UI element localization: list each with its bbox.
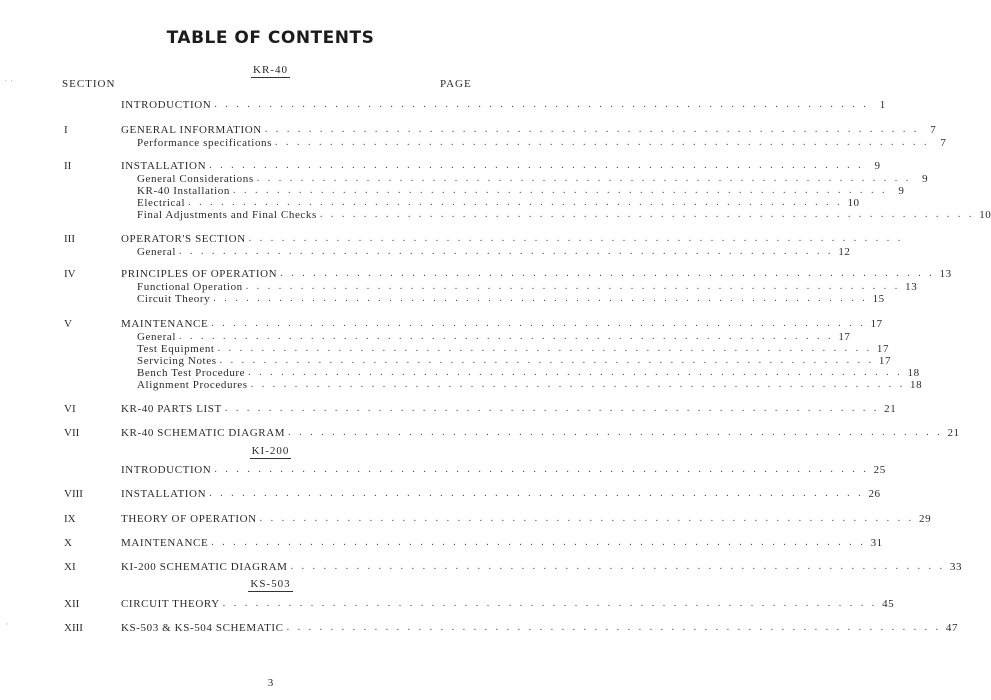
- dot-leader: . . . . . . . . . . . . . . . . . . . . . . . . . . . . . . . . . . . . . . . . . . . . . . . . . . . . . . . . . . . .: [222, 598, 878, 609]
- entry-page-number: 17: [838, 331, 851, 343]
- toc-subentry: [137, 197, 860, 209]
- page-number: 3: [267, 677, 274, 689]
- entry-title: THEORY OF OPERATION: [121, 513, 257, 525]
- scan-mark: ′: [6, 622, 9, 633]
- entry-page-number: 47: [945, 622, 959, 634]
- dot-leader: . . . . . . . . . . . . . . . . . . . . . . . . . . . . . . . . . . . . . . . . . . . . . . . . . . . . . . . . . . . .: [217, 343, 873, 354]
- dot-leader: . . . . . . . . . . . . . . . . . . . . . . . . . . . . . . . . . . . . . . . . . . . . . . . . . . . . . . . . . . . .: [209, 488, 864, 499]
- entry-page-number: 7: [930, 124, 937, 136]
- group-heading-label: KI-200: [251, 445, 290, 457]
- entry-page-number: 9: [898, 185, 905, 197]
- toc-entry: [121, 233, 904, 245]
- dot-leader: . . . . . . . . . . . . . . . . . . . . . . . . . . . . . . . . . . . . . . . . . . . . . . . . . . . . . . . . . . . .: [179, 246, 834, 257]
- dot-leader: . . . . . . . . . . . . . . . . . . . . . . . . . . . . . . . . . . . . . . . . . . . . . . . . . . . . . . . . . . . .: [209, 160, 864, 171]
- dot-leader: . . . . . . . . . . . . . . . . . . . . . . . . . . . . . . . . . . . . . . . . . . . . . . . . . . . . . . . . . . . .: [286, 622, 942, 633]
- entry-title: GENERAL INFORMATION: [121, 124, 262, 136]
- toc-subentry: [137, 367, 920, 379]
- dot-leader: . . . . . . . . . . . . . . . . . . . . . . . . . . . . . . . . . . . . . . . . . . . . . . . . . . . . . . . . . . . .: [288, 427, 943, 438]
- section-number: VI: [64, 403, 76, 415]
- entry-title: Performance specifications: [137, 137, 273, 149]
- section-number: III: [64, 233, 75, 245]
- section-number: VIII: [64, 488, 83, 500]
- entry-title: MAINTENANCE: [121, 537, 209, 549]
- entry-page-number: 9: [874, 160, 881, 172]
- entry-title: MAINTENANCE: [121, 318, 209, 330]
- group-heading-label: KR-40: [253, 64, 288, 76]
- dot-leader: . . . . . . . . . . . . . . . . . . . . . . . . . . . . . . . . . . . . . . . . . . . . . . . . . . . . . . . . . . . .: [248, 367, 903, 378]
- toc-entry: [121, 427, 960, 439]
- entry-page-number: 12: [838, 246, 851, 258]
- toc-entry: [121, 464, 886, 476]
- dot-leader: . . . . . . . . . . . . . . . . . . . . . . . . . . . . . . . . . . . . . . . . . . . . . . . . . . . . . . . . . . . .: [214, 464, 869, 475]
- group-heading: [0, 64, 541, 76]
- entry-page-number: 7: [940, 137, 947, 149]
- dot-leader: . . . . . . . . . . . . . . . . . . . . . . . . . . . . . . . . . . . . . . . . . . . . . . . . . . . . . . . . . . . .: [259, 513, 915, 524]
- entry-title: Circuit Theory: [137, 293, 211, 305]
- dot-leader: . . . . . . . . . . . . . . . . . . . . . . . . . . . . . . . . . . . . . . . . . . . . . . . . . . . . . . . . . . . .: [256, 173, 912, 184]
- entry-title: KI-200 SCHEMATIC DIAGRAM: [121, 561, 288, 573]
- toc-subentry: [137, 209, 991, 221]
- dot-leader: . . . . . . . . . . . . . . . . . . . . . . . . . . . . . . . . . . . . . . . . . . . . . . . . . . . . . . . . . . . .: [245, 281, 901, 292]
- toc-subentry: [137, 355, 892, 367]
- section-number: VII: [64, 427, 80, 439]
- entry-title: INTRODUCTION: [121, 464, 212, 476]
- section-number: IV: [64, 268, 76, 280]
- dot-leader: . . . . . . . . . . . . . . . . . . . . . . . . . . . . . . . . . . . . . . . . . . . . . . . . . . . . . . . . . . . .: [179, 331, 834, 342]
- entry-title: INSTALLATION: [121, 488, 207, 500]
- toc-entry: [121, 488, 881, 500]
- toc-subentry: [137, 246, 851, 258]
- entry-title: Bench Test Procedure: [137, 367, 246, 379]
- entry-title: Final Adjustments and Final Checks: [137, 209, 317, 221]
- entry-title: INSTALLATION: [121, 160, 207, 172]
- section-number: II: [64, 160, 72, 172]
- entry-page-number: 31: [870, 537, 883, 549]
- entry-page-number: 9: [922, 173, 929, 185]
- entry-title: Test Equipment: [137, 343, 215, 355]
- scan-mark: ⋅ ⋅: [4, 76, 14, 87]
- dot-leader: . . . . . . . . . . . . . . . . . . . . . . . . . . . . . . . . . . . . . . . . . . . . . . . . . . . . . . . . . . . .: [219, 355, 875, 366]
- entry-title: CIRCUIT THEORY: [121, 598, 220, 610]
- toc-subentry: [137, 281, 918, 293]
- group-heading-label: KS-503: [250, 578, 291, 590]
- toc-entry: [121, 268, 952, 280]
- toc-subentry: [137, 173, 929, 185]
- dot-leader: . . . . . . . . . . . . . . . . . . . . . . . . . . . . . . . . . . . . . . . . . . . . . . . . . . . . . . . . . . . .: [264, 124, 920, 135]
- entry-page-number: 17: [870, 318, 883, 330]
- entry-page-number: 15: [872, 293, 885, 305]
- toc-entry: [121, 318, 883, 330]
- section-column-header: SECTION: [62, 78, 116, 90]
- group-heading: [0, 445, 541, 457]
- entry-title: KS-503 & KS-504 SCHEMATIC: [121, 622, 284, 634]
- entry-page-number: 17: [876, 343, 890, 355]
- entry-title: General: [137, 331, 177, 343]
- entry-page-number: 33: [949, 561, 963, 573]
- entry-title: KR-40 PARTS LIST: [121, 403, 222, 415]
- dot-leader: . . . . . . . . . . . . . . . . . . . . . . . . . . . . . . . . . . . . . . . . . . . . . . . . . . . . . . . . . . . .: [224, 403, 880, 414]
- entry-page-number: 25: [873, 464, 886, 476]
- entry-page-number: 21: [947, 427, 960, 439]
- section-number: X: [64, 537, 72, 549]
- dot-leader: . . . . . . . . . . . . . . . . . . . . . . . . . . . . . . . . . . . . . . . . . . . . . . . . . . . . . . . . . . . .: [188, 197, 843, 208]
- dot-leader: . . . . . . . . . . . . . . . . . . . . . . . . . . . . . . . . . . . . . . . . . . . . . . . . . . . . . . . . . . . .: [250, 379, 906, 390]
- dot-leader: . . . . . . . . . . . . . . . . . . . . . . . . . . . . . . . . . . . . . . . . . . . . . . . . . . . . . . . . . . . .: [211, 537, 866, 548]
- toc-entry: [121, 598, 895, 610]
- toc-entry: [121, 124, 937, 136]
- entry-title: General: [137, 246, 177, 258]
- entry-page-number: 26: [868, 488, 881, 500]
- entry-title: OPERATOR'S SECTION: [121, 233, 246, 245]
- section-number: XIII: [64, 622, 83, 634]
- page-title: TABLE OF CONTENTS: [166, 28, 375, 48]
- toc-entry: [121, 99, 886, 111]
- entry-title: General Considerations: [137, 173, 254, 185]
- entry-title: KR-40 SCHEMATIC DIAGRAM: [121, 427, 286, 439]
- dot-leader: . . . . . . . . . . . . . . . . . . . . . . . . . . . . . . . . . . . . . . . . . . . . . . . . . . . . . . . . . . . .: [248, 233, 904, 244]
- dot-leader: . . . . . . . . . . . . . . . . . . . . . . . . . . . . . . . . . . . . . . . . . . . . . . . . . . . . . . . . . . . .: [232, 185, 888, 196]
- dot-leader: . . . . . . . . . . . . . . . . . . . . . . . . . . . . . . . . . . . . . . . . . . . . . . . . . . . . . . . . . . . .: [319, 209, 975, 220]
- dot-leader: . . . . . . . . . . . . . . . . . . . . . . . . . . . . . . . . . . . . . . . . . . . . . . . . . . . . . . . . . . . .: [211, 318, 866, 329]
- toc-entry: [121, 513, 932, 525]
- entry-page-number: 17: [878, 355, 892, 367]
- dot-leader: . . . . . . . . . . . . . . . . . . . . . . . . . . . . . . . . . . . . . . . . . . . . . . . . . . . . . . . . . . . .: [290, 561, 946, 572]
- toc-entry: [121, 160, 881, 172]
- toc-entry: [121, 622, 959, 634]
- toc-subentry: [137, 343, 890, 355]
- group-heading: [0, 578, 541, 590]
- entry-title: KR-40 Installation: [137, 185, 230, 197]
- entry-title: Alignment Procedures: [137, 379, 248, 391]
- section-number: I: [64, 124, 68, 136]
- entry-page-number: 21: [884, 403, 897, 415]
- toc-subentry: [137, 137, 947, 149]
- entry-page-number: 29: [918, 513, 932, 525]
- section-number: XII: [64, 598, 80, 610]
- toc-entry: [121, 403, 897, 415]
- entry-title: Functional Operation: [137, 281, 243, 293]
- dot-leader: . . . . . . . . . . . . . . . . . . . . . . . . . . . . . . . . . . . . . . . . . . . . . . . . . . . . . . . . . . . .: [214, 99, 869, 110]
- entry-title: INTRODUCTION: [121, 99, 212, 111]
- entry-page-number: 13: [939, 268, 952, 280]
- toc-subentry: [137, 185, 905, 197]
- entry-page-number: 18: [909, 379, 923, 391]
- entry-title: PRINCIPLES OF OPERATION: [121, 268, 278, 280]
- dot-leader: . . . . . . . . . . . . . . . . . . . . . . . . . . . . . . . . . . . . . . . . . . . . . . . . . . . . . . . . . . . .: [213, 293, 868, 304]
- toc-entry: [121, 561, 963, 573]
- toc-subentry: [137, 293, 885, 305]
- dot-leader: . . . . . . . . . . . . . . . . . . . . . . . . . . . . . . . . . . . . . . . . . . . . . . . . . . . . . . . . . . . .: [275, 137, 930, 148]
- section-number: IX: [64, 513, 76, 525]
- entry-page-number: 18: [907, 367, 920, 379]
- dot-leader: . . . . . . . . . . . . . . . . . . . . . . . . . . . . . . . . . . . . . . . . . . . . . . . . . . . . . . . . . . . .: [280, 268, 935, 279]
- entry-page-number: 1: [879, 99, 886, 111]
- section-number: XI: [64, 561, 76, 573]
- entry-page-number: 45: [882, 598, 895, 610]
- toc-entry: [121, 537, 883, 549]
- entry-page-number: 13: [905, 281, 918, 293]
- toc-subentry: [137, 379, 923, 391]
- entry-page-number: 10: [979, 209, 991, 221]
- entry-title: Servicing Notes: [137, 355, 217, 367]
- entry-title: Electrical: [137, 197, 186, 209]
- section-number: V: [64, 318, 72, 330]
- page-column-header: PAGE: [440, 78, 472, 90]
- entry-page-number: 10: [847, 197, 860, 209]
- toc-subentry: [137, 331, 851, 343]
